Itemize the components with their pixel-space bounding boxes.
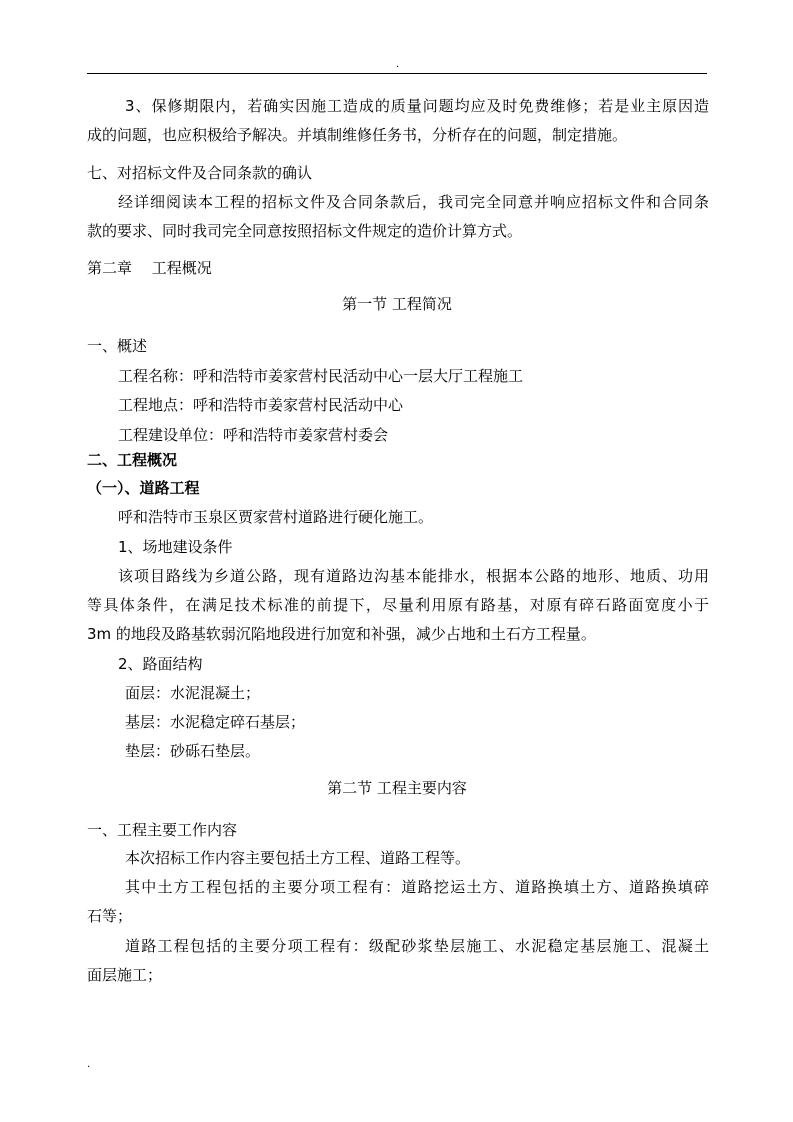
footer-mark: . — [87, 1059, 91, 1070]
paragraph-line: 3m 的地段及路基软弱沉陷地段进行加宽和补强，减少占地和土石方工程量。 — [87, 625, 596, 643]
paragraph-line: 石等； — [87, 907, 133, 925]
list-item: 基层：水泥稳定碎石基层； — [125, 713, 306, 731]
item-heading: 2、路面结构 — [118, 655, 203, 673]
paragraph-line: 该项目路线为乡道公路，现有道路边沟基本能排水，根据本公路的地形、地质、功用 — [118, 567, 709, 585]
paragraph-line: 成的问题，也应积极给予解决。并填制维修任务书，分析存在的问题，制定措施。 — [87, 126, 628, 144]
project-location: 工程地点：呼和浩特市姜家营村民活动中心 — [118, 396, 404, 414]
section-title: 第一节 工程简况 — [342, 295, 452, 313]
subsection-heading: 二、工程概况 — [87, 451, 178, 469]
paragraph-line: 等具体条件，在满足技术标准的前提下，尽量利用原有路基，对原有碎石路面宽度小于 — [87, 596, 709, 614]
paragraph-line: 其中土方工程包括的主要分项工程有：道路挖运土方、道路换填土方、道路换填碎 — [125, 878, 709, 896]
subsection-heading: 一、概述 — [87, 337, 148, 355]
header-mark: . — [396, 59, 400, 70]
paragraph-line: 经详细阅读本工程的招标文件及合同条款后，我司完全同意并响应招标文件和合同条 — [118, 193, 709, 211]
project-owner: 工程建设单位：呼和浩特市姜家营村委会 — [118, 426, 389, 444]
project-name: 工程名称：呼和浩特市姜家营村民活动中心一层大厅工程施工 — [118, 367, 524, 385]
paragraph-line: 款的要求、同时我司完全同意按照招标文件规定的造价计算方式。 — [87, 222, 523, 240]
paragraph-line: 3、保修期限内，若确实因施工造成的质量问题均应及时免费维修；若是业主原因造 — [125, 97, 709, 115]
list-item: 面层：水泥混凝土； — [125, 684, 261, 702]
section-heading: 七、对招标文件及合同条款的确认 — [87, 164, 313, 182]
subsection-heading: （一）、道路工程 — [87, 479, 200, 497]
subsection-heading: 一、工程主要工作内容 — [87, 821, 238, 839]
paragraph-line: 面层施工； — [87, 966, 163, 984]
header-rule — [87, 73, 707, 74]
item-heading: 1、场地建设条件 — [118, 538, 233, 556]
paragraph-line: 呼和浩特市玉泉区贾家营村道路进行硬化施工。 — [118, 508, 434, 526]
chapter-heading: 第二章 工程概况 — [87, 259, 212, 277]
section-title: 第二节 工程主要内容 — [327, 779, 467, 797]
list-item: 垫层：砂砾石垫层。 — [125, 742, 261, 760]
paragraph-line: 道路工程包括的主要分项工程有：级配砂浆垫层施工、水泥稳定基层施工、混凝土 — [125, 937, 709, 955]
paragraph-line: 本次招标工作内容主要包括土方工程、道路工程等。 — [125, 849, 471, 867]
